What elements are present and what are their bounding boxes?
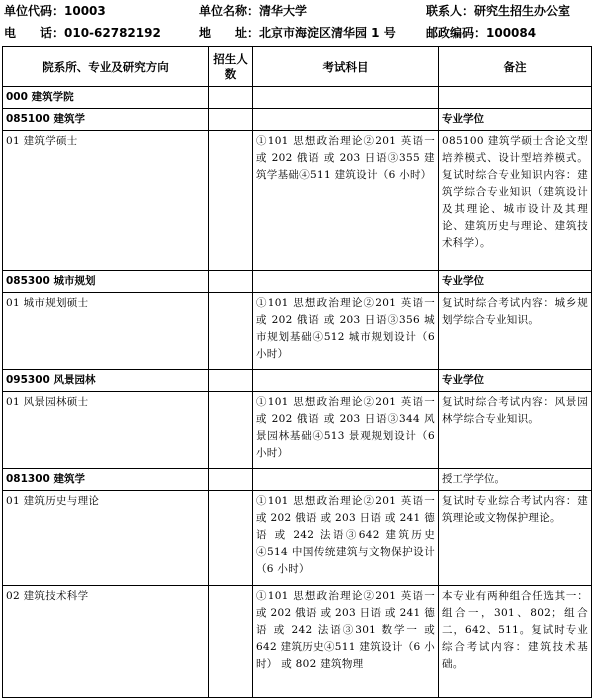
address: 地 址：北京市海淀区清华园 1 号 <box>199 26 396 40</box>
major-name: 085100 建筑学 <box>3 109 209 131</box>
unit-code: 单位代码：10003 <box>4 4 106 18</box>
unit-name: 单位名称：清华大学 <box>199 4 308 18</box>
exam-subjects: ①101 思想政治理论②201 英语一 或 202 俄语 或 203 日语 或 241 德语 或 242 法语③642 建筑历史④514 中国传统建筑与文物保护设计（6 小时） <box>253 491 439 586</box>
direction-name: 01 城市规划硕士 <box>3 293 209 370</box>
contact: 联系人：研究生招生办公室 <box>426 4 571 18</box>
table-row <box>3 109 592 131</box>
major-note: 专业学位 <box>439 271 592 293</box>
postcode: 邮政编码：100084 <box>426 26 537 40</box>
table-row <box>3 469 592 491</box>
direction-name: 01 建筑学硕士 <box>3 131 209 271</box>
table-row <box>3 131 592 271</box>
table-row <box>3 392 592 469</box>
direction-note: 复试时综合考试内容：城乡规划学综合专业知识。 <box>439 293 592 370</box>
exam-subjects: ①101 思想政治理论②201 英语一 或 202 俄语 或 203 日语③355 建筑学基础④511 建筑设计（6 小时） <box>253 131 439 271</box>
direction-note: 本专业有两种组合任选其一：组合一，301、802；组合二，642、511。复试时专业综合考试内容：建筑技术基础。 <box>439 586 592 698</box>
direction-name: 01 建筑历史与理论 <box>3 491 209 586</box>
col-header-quota: 招生人数 <box>209 47 253 87</box>
direction-name: 01 风景园林硕士 <box>3 392 209 469</box>
major-name: 081300 建筑学 <box>3 469 209 491</box>
col-header-exam: 考试科目 <box>253 47 439 87</box>
exam-subjects: ①101 思想政治理论②201 英语一 或 202 俄语 或 203 日语③356 城市规划基础④512 城市规划设计（6 小时） <box>253 293 439 370</box>
major-name: 085300 城市规划 <box>3 271 209 293</box>
direction-name: 02 建筑技术科学 <box>3 586 209 698</box>
major-name: 095300 风景园林 <box>3 370 209 392</box>
direction-note: 复试时综合考试内容：风景园林学综合专业知识。 <box>439 392 592 469</box>
direction-note: 085100 建筑学硕士含论文型培养模式、设计型培养模式。复试时综合专业知识内容：建筑学综合专业知识（建筑设计及其理论、城市设计及其理论、建筑历史与理论、建筑技术科学）。 <box>439 131 592 271</box>
major-note: 专业学位 <box>439 109 592 131</box>
phone: 电 话：010-62782192 <box>4 26 161 40</box>
exam-subjects: ①101 思想政治理论②201 英语一 或 202 俄语 或 203 日语 或 241 德语 或 242 法语③301 数学一 或 642 建筑历史④511 建筑设计（6 小时） 或 802 建筑物理 <box>253 586 439 698</box>
school-name: 000 建筑学院 <box>3 87 209 109</box>
exam-subjects: ①101 思想政治理论②201 英语一 或 202 俄语 或 203 日语③344 风景园林基础④513 景观规划设计（6 小时） <box>253 392 439 469</box>
col-header-dept: 院系所、专业及研究方向 <box>3 47 209 87</box>
table-row <box>3 491 592 586</box>
major-note: 授工学学位。 <box>439 469 592 491</box>
table-row <box>3 370 592 392</box>
school-row <box>3 87 592 109</box>
table-row <box>3 271 592 293</box>
table-header-row <box>3 47 592 87</box>
direction-note: 复试时专业综合考试内容：建筑理论或文物保护理论。 <box>439 491 592 586</box>
admission-table <box>2 46 592 698</box>
table-row <box>3 293 592 370</box>
col-header-note: 备注 <box>439 47 592 87</box>
major-note: 专业学位 <box>439 370 592 392</box>
table-row <box>3 586 592 698</box>
